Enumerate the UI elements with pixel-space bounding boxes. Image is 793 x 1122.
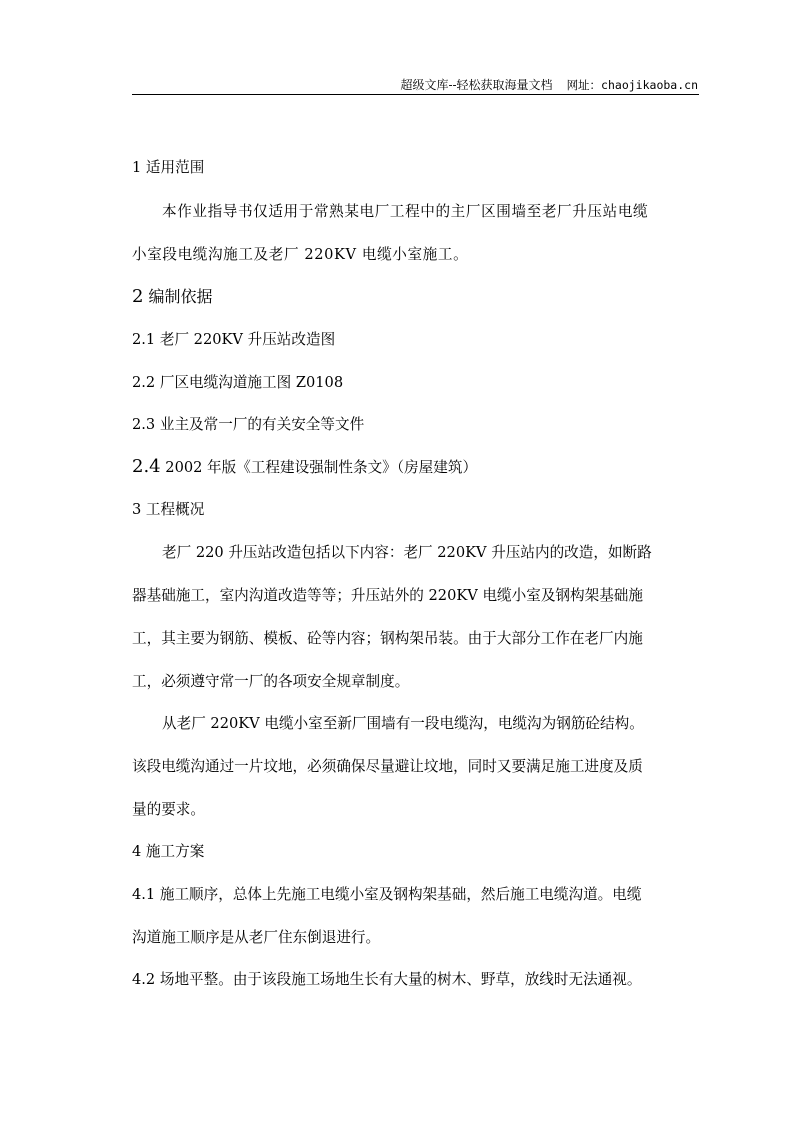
list-item-2-3: 2.3 业主及常一厂的有关安全等文件	[132, 416, 365, 433]
paragraph-line: 4.1 施工顺序，总体上先施工电缆小室及钢构架基础，然后施工电缆沟道。电缆	[132, 886, 642, 903]
page-header	[132, 76, 698, 94]
paragraph-line: 4.2 场地平整。由于该段施工场地生长有大量的树木、野草，放线时无法通视。	[132, 971, 642, 988]
paragraph-line: 老厂 220 升压站改造包括以下内容：老厂 220KV 升压站内的改造，如断路	[162, 544, 652, 561]
paragraph-line: 工，其主要为钢筋、模板、砼等内容；钢构架吊装。由于大部分工作在老厂内施	[132, 630, 643, 647]
list-item-2-4-number: 2.4	[132, 456, 161, 477]
section-2-heading	[132, 287, 702, 307]
section-4-heading: 4 施工方案	[132, 843, 205, 860]
header-title: 超级文库--轻松获取海量文档	[400, 78, 553, 92]
paragraph-line: 沟道施工顺序是从老厂住东倒退进行。	[132, 929, 381, 946]
paragraph-line: 器基础施工，室内沟道改造等等；升压站外的 220KV 电缆小室及钢构架基础施	[132, 587, 643, 604]
paragraph-line: 量的要求。	[132, 801, 205, 818]
list-item-2-1: 2.1 老厂 220KV 升压站改造图	[132, 331, 336, 348]
paragraph-line: 从老厂 220KV 电缆小室至新厂围墙有一段电缆沟，电缆沟为钢筋砼结构。	[162, 715, 644, 732]
paragraph-line: 工，必须遵守常一厂的各项安全规章制度。	[132, 673, 410, 690]
header-rule	[132, 94, 699, 95]
paragraph-line: 该段电缆沟通过一片坟地，必须确保尽量避让坟地，同时又要满足施工进度及质	[132, 758, 643, 775]
paragraph-line: 本作业指导书仅适用于常熟某电厂工程中的主厂区围墙至老厂升压站电缆	[162, 203, 649, 220]
header-site: 网址：chaojikaoba.cn	[566, 78, 698, 92]
section-2-number: 2	[132, 286, 144, 307]
section-1-heading: 1 适用范围	[132, 159, 205, 176]
list-item-2-4-text: 2002 年版《工程建设强制性条文》（房屋建筑）	[160, 459, 478, 476]
section-3-heading: 3 工程概况	[132, 501, 205, 518]
list-item-2-4	[132, 457, 702, 478]
section-2-title: 编制依据	[143, 287, 213, 306]
paragraph-line: 小室段电缆沟施工及老厂 220KV 电缆小室施工。	[132, 246, 469, 263]
list-item-2-2: 2.2 厂区电缆沟道施工图 Z0108	[132, 374, 344, 391]
